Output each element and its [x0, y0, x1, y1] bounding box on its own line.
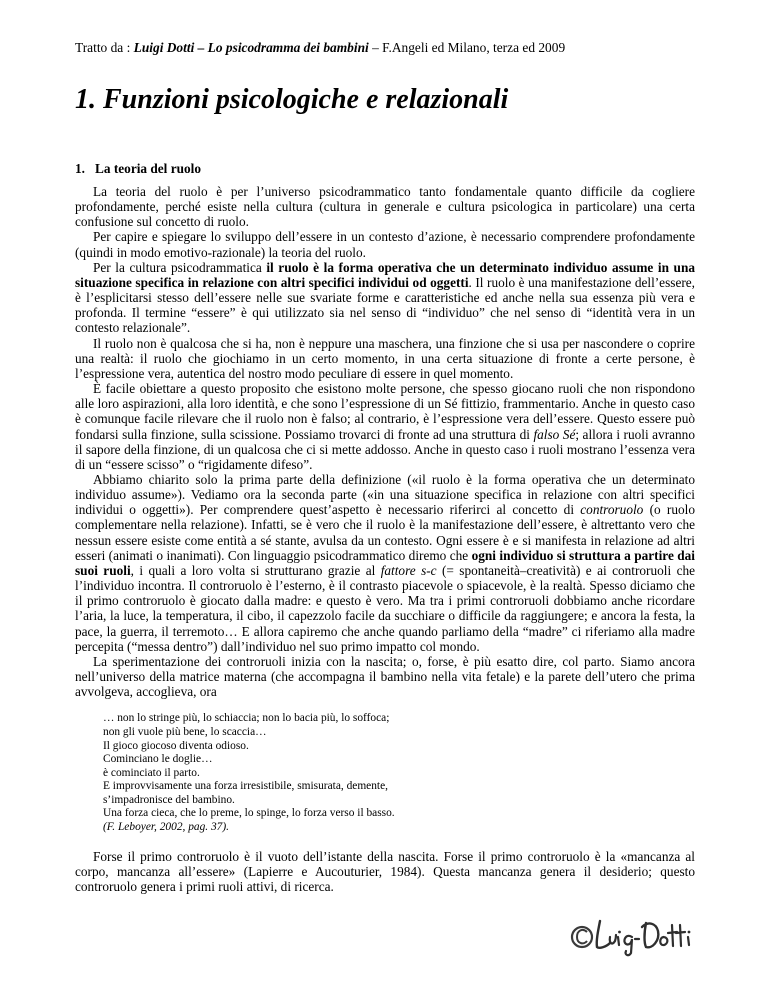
italic-text: controruolo: [580, 502, 644, 518]
text-run: ; allora i ruoli avranno il sapore della finzione, di un qualcosa che ci si mette addosso. Anche in questo caso i ruoli mostrano l’essenza vera di un “essere scisso” o “rigidamente difeso”.: [75, 426, 695, 472]
body-paragraph: [75, 381, 695, 472]
block-quote: [103, 712, 695, 834]
body-paragraph: [75, 184, 695, 229]
quote-line: E improvvisamente una forza irresistibile, smisurata, demente,: [103, 780, 388, 793]
italic-text: fattore s-c: [380, 562, 437, 578]
quote-line: Una forza cieca, che lo preme, lo spinge, lo forza verso il basso.: [103, 807, 395, 820]
paragraphs: [75, 184, 695, 699]
body-paragraph: [75, 260, 695, 336]
quote-line: Cominciano le doglie…: [103, 753, 213, 766]
section-heading: [75, 161, 201, 177]
text-run: È facile obiettare a questo proposito che esistono molte persone, che spesso giocano ruoli che non rispondono alle loro aspirazioni, alla loro identità, e che sono l’espressione di un Sé fittizio, frammentario. Anche in questo caso è comunque facile rilevare che il ruolo non è falso; al contrario, è l’espressione vera dell’essere. Questo essere può fondarsi sulla finzione, sulla scissione. Possiamo trovarci di fronte ad una struttura di: [75, 381, 695, 442]
text-run: . Il ruolo è una manifestazione dell’essere, è l’esplicitarsi stesso dell’essere nelle sue svariate forme e caratteristiche ed anche nella sua essenza più vera e profonda. Il termine “essere” è qui utilizzato sia nel senso di “individuo” che nel senso di “identità vera in un contesto relazionale”.: [75, 274, 695, 336]
header-prefix: Tratto da :: [75, 40, 134, 55]
quote-line: s’impadronisce del bambino.: [103, 793, 235, 806]
quote-line: … non lo stringe più, lo schiaccia; non lo bacia più, lo soffoca;: [103, 712, 390, 725]
text-run: Il ruolo non è qualcosa che si ha, non è neppure una maschera, una finzione che si usa per nascondere o coprire una realtà: il ruolo che giochiamo in un certo momento, in una certa situazione di fronte a certe persone, è l’espressione vera, autentica del nostro modo peculiare di essere in quel momento.: [75, 335, 695, 381]
text-run: La teoria del ruolo è per l’universo psicodrammatico tanto fondamentale quanto difficile da cogliere profondamente, perché esiste nella cultura (cultura in generale e cultura psicologica in particolare) una certa confusione sul concetto di ruolo.: [75, 184, 695, 230]
body-paragraph: [75, 472, 695, 654]
quote-line: è cominciato il parto.: [103, 766, 200, 779]
text-run: , i quali a loro volta si strutturano grazie al: [130, 562, 381, 578]
signature-image: [566, 913, 696, 957]
quote-citation: (F. Leboyer, 2002, pag. 37).: [103, 821, 230, 834]
quote-line: non gli vuole più bene, lo scaccia…: [103, 725, 267, 738]
bold-text: il ruolo è la forma operativa che un determinato individuo assume in una situazione specifica in relazione con altri specifici individui od oggetti: [75, 259, 695, 290]
quote-lines: [103, 712, 695, 821]
body-paragraph: [75, 336, 695, 381]
text-run: (o ruolo complementare nella relazione). Infatti, se è vero che il ruolo è la manifestazione dell’essere, è altrettanto vero che nessun essere esiste come entità a sé stante, avulsa da un contesto. Ogni essere è e si manifesta in relazione ad altri esseri (animati o inanimati). Con linguaggio psicodrammatico diremo che: [75, 502, 695, 563]
body-paragraph: [75, 229, 695, 259]
header-suffix: – F.Angeli ed Milano, terza ed 2009: [368, 40, 566, 55]
section-number: 1.: [75, 161, 85, 176]
bold-text: ogni individuo si struttura a partire dai suoi ruoli: [75, 547, 695, 578]
text-run: Per capire e spiegare lo sviluppo dell’essere in un contesto d’azione, è necessario comprendere profondamente (quindi in modo emotivo-razionale) la teoria del ruolo.: [75, 229, 695, 260]
quote-line: Il gioco giocoso diventa odioso.: [103, 739, 249, 752]
header-book-title: Luigi Dotti – Lo psicodramma dei bambini: [133, 40, 369, 55]
chapter-title: 1. Funzioni psicologiche e relazionali: [75, 84, 509, 115]
text-run: (= spontaneità–creatività) e ai controruoli che l’individuo incontra. Il controruolo è l’esterno, è il contrasto piacevole o spiacevole, è la realtà. Spesso diciamo che il primo controruolo è giocato dalla madre: e questo è vero. Ma tra i primi controruoli dobbiamo anche ricordare l’aria, la luce, la temperatura, il cibo, il capezzolo facile da succhiare o difficile da raggiungere; e ancora la festa, la pace, la guerra, il terremoto… E allora capiremo che anche quando parliamo della “madre” ci riferiamo alla madre percepita (“messa dentro”) dall’individuo nel suo primo impatto col mondo.: [75, 562, 696, 654]
section-title: La teoria del ruolo: [95, 161, 201, 176]
text-run: Abbiamo chiarito solo la prima parte della definizione («il ruolo è la forma operativa che un determinato individuo assume»). Vediamo ora la seconda parte («in una situazione specifica in relazione con altri specifici individui o oggetti»). Per comprendere quest’aspetto è necessario riferirci al concetto di: [75, 471, 695, 518]
text-run: Per la cultura psicodrammatica: [93, 259, 267, 275]
text-run: La sperimentazione dei controruoli inizia con la nascita; o, forse, è più esatto dire, col parto. Siamo ancora nell’universo della matrice materna (che accompagna il bambino nella vita fetale) e la parete dell’utero che prima avvolgeva, accoglieva, ora: [75, 653, 695, 700]
source-header: [75, 40, 715, 56]
body-paragraph: [75, 654, 695, 699]
body-text: [75, 184, 695, 894]
closing-paragraph: Forse il primo controruolo è il vuoto dell’istante della nascita. Forse il primo controruolo è la «mancanza al corpo, mancanza all’essere» (Lapierre e Aucouturier, 1984). Questa mancanza genera il desiderio; questo controruolo genera i primi ruoli attivi, di ricerca.: [75, 848, 695, 894]
italic-text: falso Sé: [533, 426, 576, 442]
